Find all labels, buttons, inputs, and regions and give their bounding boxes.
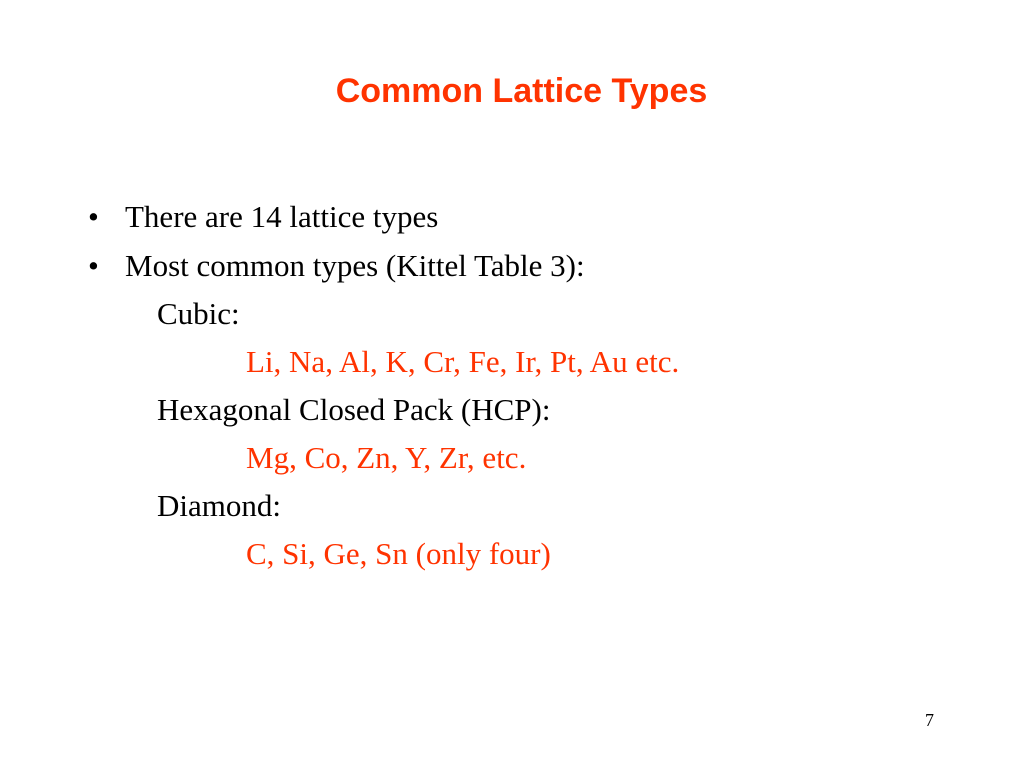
lattice-category-hcp: Hexagonal Closed Pack (HCP):	[157, 392, 551, 427]
slide-title: Common Lattice Types	[335, 72, 708, 110]
page-number: 7	[925, 710, 934, 730]
lattice-examples-cubic: Li, Na, Al, K, Cr, Fe, Ir, Pt, Au etc.	[246, 344, 680, 379]
lattice-category-cubic: Cubic:	[157, 296, 240, 331]
bullet-text: There are 14 lattice types	[125, 199, 439, 234]
bullet-text: Most common types (Kittel Table 3):	[125, 248, 585, 283]
bullet-marker: •	[88, 199, 99, 234]
lattice-category-diamond: Diamond:	[157, 488, 281, 523]
lattice-examples-diamond: C, Si, Ge, Sn (only four)	[246, 536, 551, 571]
bullet-marker: •	[88, 248, 99, 283]
lattice-examples-hcp: Mg, Co, Zn, Y, Zr, etc.	[246, 440, 527, 475]
